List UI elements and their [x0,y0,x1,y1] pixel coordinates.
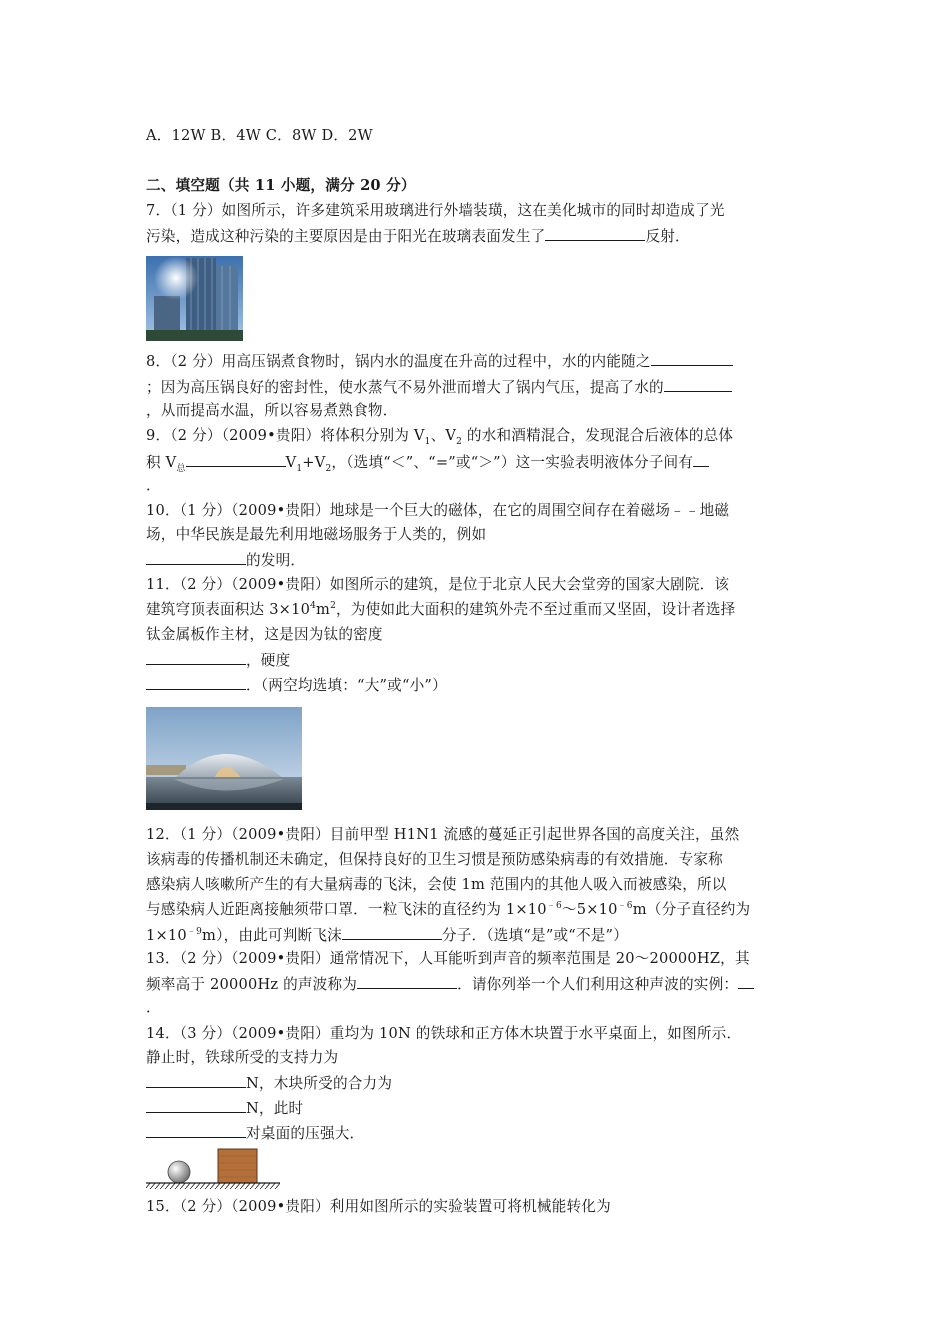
q9-answer-blank-2[interactable] [693,452,709,467]
q12-line-1: 12．（1 分）（2009•贵阳）目前甲型 H1N1 流感的蔓延正引起世界各国的高度关注，虽然 [146,826,740,843]
q7-glass-building-photo [146,256,243,341]
q9-line-2: 积 $V_总$ $V_1+V_2$，（选填“＜”、“=”或“＞”）这一实验表明液体分子间有 [146,452,709,473]
q15-line-1: 15．（2 分）（2009•贵阳）利用如图所示的实验装置可将机械能转化为 [146,1198,611,1215]
q13-line-3: ． [146,999,161,1016]
q11-answer-blank-2[interactable] [146,675,246,690]
q11-line-5: ．（两空均选填：“大”或“小”） [146,675,447,696]
q14-line-4: N，此时 [146,1098,303,1119]
wooden-block [218,1149,257,1183]
q14-answer-blank-1[interactable] [146,1073,246,1088]
q14-answer-blank-2[interactable] [146,1098,246,1113]
q13-line-1: 13．（2 分）（2009•贵阳）通常情况下，人耳能听到声音的频率范围是 20～20000HZ，其 [146,950,750,967]
q12-line-3: 感染病人咳嗽所产生的有大量病毒的飞沫，会使 1m 范围内的其他人吸入而被感染，所以 [146,876,727,893]
q8-line-2: ；因为高压锅良好的密封性，使水蒸气不易外泄而增大了锅内气压，提高了水的 [146,377,732,398]
q11-line-2: 建筑穹顶表面积达 $3\times 10^4m^2$，为使如此大面积的建筑外壳不至过重而又坚固，设计者选择 [146,601,736,618]
q8-line-3: ，从而提高水温，所以容易煮熟食物． [146,402,398,419]
q11-line-1: 11．（2 分）（2009•贵阳）如图所示的建筑，是位于北京人民大会堂旁的国家大剧院．该 [146,576,730,593]
q14-ball-and-block-figure [146,1146,280,1192]
q14-line-2: 静止时，铁球所受的支持力为 [146,1049,339,1066]
q13-answer-blank-1[interactable] [357,974,457,989]
iron-ball [168,1161,190,1183]
q7-line-2: 污染，造成这种污染的主要原因是由于阳光在玻璃表面发生了 反射． [146,228,690,245]
section-title: 二、填空题（共 11 小题，满分 20 分） [146,177,416,194]
q12-answer-blank[interactable] [342,925,442,940]
q13-answer-blank-2[interactable] [738,974,754,989]
q10-line-1: 10．（1 分）（2009•贵阳）地球是一个巨大的磁体，在它的周围空间存在着磁场﹣﹣地磁 [146,502,730,519]
q10-answer-blank[interactable] [146,550,246,565]
q11-answer-blank-1[interactable] [146,650,246,665]
q10-line-3: 的发明． [146,550,305,571]
q13-line-2: 频率高于 20000Hz 的声波称为 ．请你列举一个人们利用这种声波的实例： [146,974,754,995]
q11-line-4: ，硬度 [146,650,290,671]
q8-answer-blank-1[interactable] [651,351,733,366]
q7-answer-blank[interactable] [545,226,645,241]
q9-line-3: ． [146,477,161,494]
q8-line-1: 8．（2 分）用高压锅煮食物时，锅内水的温度在升高的过程中，水的内能随之 [146,351,733,372]
q9-line-1: 9．（2 分）（2009•贵阳）将体积分别为 $V_1$、$V_2$ 的水和酒精混合，发现混合后液体的总体 [146,427,734,447]
q12-line-5: $1\times 10^{﹣9}m$），由此可判断飞沫 分子．（选填“是”或“不是”） [146,927,628,944]
q12-line-4: 与感染病人近距离接触须带口罩．一粒飞沫的直径约为 $1\times 10^{﹣6}\sim 5\times 10^{﹣6}m$（分子直径约为 [146,901,751,918]
q8-answer-blank-2[interactable] [664,377,732,392]
q10-line-2: 场，中华民族是最先利用地磁场服务于人类的，例如 [146,526,487,543]
q7-line-1: 7．（1 分）如图所示，许多建筑采用玻璃进行外墙装璜，这在美化城市的同时却造成了光 [146,202,725,219]
q14-line-5: 对桌面的压强大． [146,1123,364,1144]
q12-line-2: 该病毒的传播机制还未确定，但保持良好的卫生习惯是预防感染病毒的有效措施．专家称 [146,851,723,868]
q14-line-1: 14．（3 分）（2009•贵阳）重均为 10N 的铁球和正方体木块置于水平桌面上，如图所示． [146,1025,742,1042]
q11-national-grand-theater-photo [146,707,302,810]
q14-answer-blank-3[interactable] [146,1123,246,1138]
prev-question-options: A．12W B．4W C．8W D．2W [146,127,373,144]
q14-line-3: N，木块所受的合力为 [146,1073,392,1094]
q9-answer-blank-1[interactable] [186,452,286,467]
q11-line-3: 钛金属板作主材，这是因为钛的密度 [146,626,383,643]
